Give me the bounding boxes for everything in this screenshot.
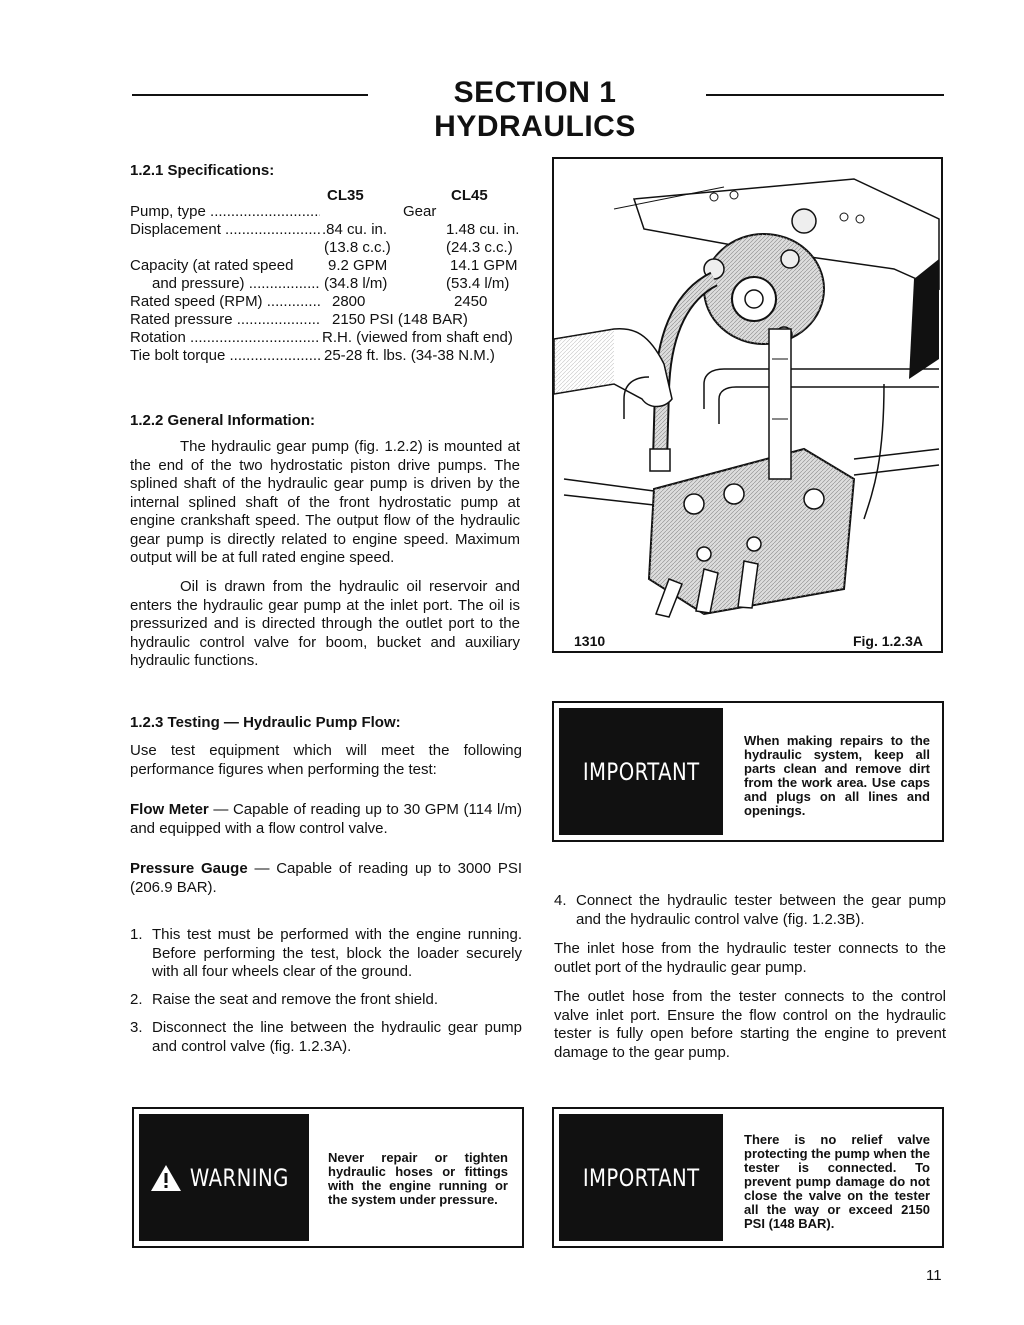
spec-value-span: Gear — [403, 203, 437, 220]
step-text: Disconnect the line between the hydraulic gear pump and control valve (fig. 1.2.3A). — [152, 1019, 522, 1055]
flow-meter-paragraph — [130, 801, 522, 838]
spec-label: Tie bolt torque ..... — [130, 347, 320, 365]
important-notice-1 — [552, 701, 944, 842]
important-banner — [559, 708, 723, 835]
step-number: 3. — [130, 1019, 143, 1036]
spec-value-span: R.H. (viewed from shaft end) — [322, 329, 513, 346]
spec-value-cl45: (53.4 l/m) — [446, 275, 510, 292]
spec-label: Rotation ..... — [130, 329, 320, 347]
step-number: 2. — [130, 991, 143, 1008]
col-cl45: CL45 — [451, 187, 488, 204]
outlet-hose-paragraph: The outlet hose from the tester connects to the control valve inlet port. Ensure the flow control on the hydraulic tester is fully open before starting the engine to prevent damage to the gear pump. — [554, 988, 946, 1061]
step-number: 1. — [130, 926, 143, 943]
specs-heading: 1.2.1 Specifications: — [130, 162, 275, 179]
pressure-gauge-paragraph — [130, 860, 522, 897]
spec-value-cl45: (24.3 c.c.) — [446, 239, 513, 256]
flow-meter-label: Flow Meter — [130, 801, 209, 818]
spec-value-cl45: 1.48 cu. in. — [446, 221, 520, 238]
step-text: Connect the hydraulic tester between the gear pump and the hydraulic control valve (fig. 1.2.3B). — [576, 892, 946, 928]
important-notice-2 — [552, 1107, 944, 1248]
spec-label: Capacity (at rated speed — [130, 257, 294, 274]
spec-value-span: 25-28 ft. lbs. (34-38 N.M.) — [324, 347, 495, 364]
step-text: Raise the seat and remove the front shield. — [152, 991, 438, 1008]
spec-value-span: 2150 PSI (148 BAR) — [332, 311, 468, 328]
header-rule-right — [706, 94, 944, 96]
warning-text: Never repair or tighten hydraulic hoses or fittings with the engine running or the system under pressure. — [328, 1150, 508, 1207]
warning-triangle-icon — [149, 1163, 183, 1193]
pump-illustration — [554, 159, 941, 621]
spec-value-cl45: 2450 — [454, 293, 488, 310]
figure-caption: Fig. 1.2.3A — [852, 633, 923, 649]
step-number: 4. — [554, 892, 567, 909]
section-title: SECTION 1 HYDRAULICS — [434, 76, 636, 143]
header-rule-left — [132, 94, 368, 96]
spec-label: Displacement ..... — [130, 221, 320, 239]
warning-word: WARNING — [189, 1163, 289, 1192]
warning-banner — [139, 1114, 309, 1241]
important-text: When making repairs to the hydraulic system, keep all parts clean and remove dirt from the work area. Use caps and plugs on all lines and openings. — [744, 733, 930, 818]
pressure-gauge-label: Pressure Gauge — [130, 860, 248, 877]
spec-value-cl35: 9.2 GPM — [328, 257, 388, 274]
spec-label: Rated speed (RPM) ..... — [130, 293, 320, 311]
important-banner — [559, 1114, 723, 1241]
col-cl35: CL35 — [327, 187, 364, 204]
spec-value-cl45: 14.1 GPM — [450, 257, 518, 274]
spec-value-cl35: 2800 — [332, 293, 366, 310]
general-heading: 1.2.2 General Information: — [130, 412, 316, 429]
testing-heading: 1.2.3 Testing — Hydraulic Pump Flow: — [130, 714, 401, 731]
spec-value-cl35: (13.8 c.c.) — [324, 239, 391, 256]
spec-label: Rated pressure ..... — [130, 311, 320, 329]
inlet-hose-paragraph: The inlet hose from the hydraulic tester connects to the outlet port of the hydraulic gear pump. — [554, 940, 946, 976]
figure-hydraulic-pump — [552, 157, 943, 653]
flow-meter-text: — Capable of reading up to 30 GPM (114 l/m) and equipped with a flow control valve. — [130, 801, 523, 837]
pressure-gauge-text: — Capable of reading up to 3000 PSI (206.9 BAR). — [130, 860, 522, 896]
page-number: 11 — [926, 1267, 942, 1284]
warning-notice — [132, 1107, 524, 1248]
general-paragraph-1: The hydraulic gear pump (fig. 1.2.2) is mounted at the end of the two hydrostatic piston drive pumps. The splined shaft of the hydraulic gear pump is driven by the internal splined shaft of the front hydrostatic pump at engine crankshaft speed. The output flow of the hydraulic gear pump is directly related to engine speed. Maximum output will be at full rated engine speed. — [130, 438, 520, 566]
general-paragraph-2: Oil is drawn from the hydraulic oil reservoir and enters the hydraulic gear pump at the inlet port. The oil is pressurized and is directed through the outlet port to the hydraulic control valve for boom, bucket and auxiliary hydraulic functions. — [130, 578, 520, 669]
testing-intro: Use test equipment which will meet the following performance figures when performing the test: — [130, 742, 522, 778]
important-text: There is no relief valve protecting the pump when the tester is connected. To prevent pump damage do not close the valve on the tester all the way or exceed 2150 PSI (148 BAR). — [744, 1132, 930, 1231]
spec-label: Pump, type ..... — [130, 203, 320, 221]
step-text: This test must be performed with the engine running. Before performing the test, block the loader securely with all four wheels clear of the ground. — [152, 926, 522, 980]
spec-label: and pressure) ..... — [152, 275, 320, 293]
figure-id: 1310 — [574, 633, 606, 649]
important-word: IMPORTANT — [582, 757, 700, 786]
spec-value-cl35: (34.8 l/m) — [324, 275, 388, 292]
spec-value-cl35: .84 cu. in. — [322, 221, 388, 238]
important-word: IMPORTANT — [582, 1163, 700, 1192]
